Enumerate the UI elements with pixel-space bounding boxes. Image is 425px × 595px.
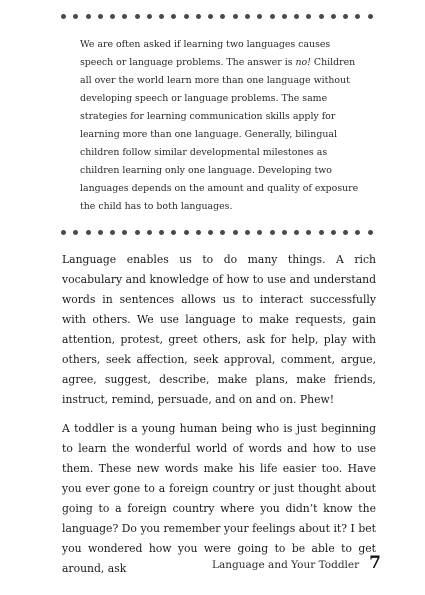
border-dot bbox=[245, 230, 250, 235]
running-footer-title: Language and Your Toddler bbox=[212, 559, 360, 571]
border-dot bbox=[368, 14, 373, 19]
body-paragraph: A toddler is a young human being who is just beginning to learn the wonderful world of words and how to use them. These new words make his life easier too. Have you ever gone to a foreign country or just thought about going to a foreign country where you didn’t know the language? Do you remember your feelings about it? I bet you wondered how you were going to be able to get around, ask bbox=[62, 422, 376, 575]
border-dot bbox=[61, 14, 66, 19]
border-dot bbox=[282, 14, 287, 19]
border-dot bbox=[159, 14, 164, 19]
border-dot bbox=[220, 14, 225, 19]
body-paragraph: Language enables us to do many things. A rich vocabulary and knowledge of how to use and understand words in sentences allows us to interact successfully with others. We use language to make requests, gain attention, protest, greet others, ask for help, play with others, seek affection, seek approval, comment, argue, agree, suggest, describe, make plans, make friends, instruct, remind, persuade, and on and on. Phew! bbox=[62, 253, 376, 406]
border-dot bbox=[331, 230, 336, 235]
border-dot bbox=[282, 230, 287, 235]
border-dot bbox=[73, 230, 78, 235]
border-dot bbox=[98, 230, 103, 235]
border-dot bbox=[355, 230, 360, 235]
body-text bbox=[62, 250, 376, 588]
border-dot bbox=[135, 230, 140, 235]
page-footer bbox=[212, 553, 381, 573]
border-dot bbox=[306, 230, 311, 235]
border-dot bbox=[233, 14, 238, 19]
border-dot bbox=[233, 230, 238, 235]
border-dot bbox=[368, 230, 373, 235]
border-dot bbox=[257, 14, 262, 19]
border-dot bbox=[122, 14, 127, 19]
callout-text bbox=[80, 36, 360, 216]
border-dot bbox=[208, 14, 213, 19]
border-dot bbox=[257, 230, 262, 235]
page-number: 7 bbox=[369, 553, 381, 573]
border-dot bbox=[220, 230, 225, 235]
border-dot bbox=[110, 230, 115, 235]
border-dot bbox=[294, 14, 299, 19]
border-dot bbox=[147, 14, 152, 19]
border-dot bbox=[319, 230, 324, 235]
border-dot bbox=[147, 230, 152, 235]
border-dot bbox=[171, 14, 176, 19]
border-dot bbox=[319, 14, 324, 19]
border-dot bbox=[306, 14, 311, 19]
callout-top-dotted-border bbox=[61, 13, 373, 19]
border-dot bbox=[196, 230, 201, 235]
border-dot bbox=[73, 14, 78, 19]
border-dot bbox=[355, 14, 360, 19]
callout-box bbox=[80, 36, 360, 216]
callout-text-before: We are often asked if learning two languages causes speech or language problems. The answer is bbox=[80, 39, 331, 68]
border-dot bbox=[171, 230, 176, 235]
border-dot bbox=[86, 230, 91, 235]
border-dot bbox=[122, 230, 127, 235]
border-dot bbox=[270, 230, 275, 235]
border-dot bbox=[294, 230, 299, 235]
border-dot bbox=[245, 14, 250, 19]
border-dot bbox=[184, 14, 189, 19]
callout-bottom-dotted-border bbox=[61, 229, 373, 235]
border-dot bbox=[110, 14, 115, 19]
border-dot bbox=[86, 14, 91, 19]
border-dot bbox=[270, 14, 275, 19]
border-dot bbox=[135, 14, 140, 19]
callout-text-after: Children all over the world learn more than one language without developing speech or language problems. The same strategies for learning communication skills apply for learning more than one language. Generally, bilingual children follow similar developmental milestones as children learning only one language. Developing two languages depends on the amount and quality of exposure the child has to both languages. bbox=[80, 57, 359, 212]
border-dot bbox=[343, 230, 348, 235]
border-dot bbox=[196, 14, 201, 19]
border-dot bbox=[331, 14, 336, 19]
border-dot bbox=[159, 230, 164, 235]
border-dot bbox=[61, 230, 66, 235]
border-dot bbox=[184, 230, 189, 235]
border-dot bbox=[98, 14, 103, 19]
callout-emphasis: no! bbox=[295, 57, 311, 68]
border-dot bbox=[343, 14, 348, 19]
border-dot bbox=[208, 230, 213, 235]
